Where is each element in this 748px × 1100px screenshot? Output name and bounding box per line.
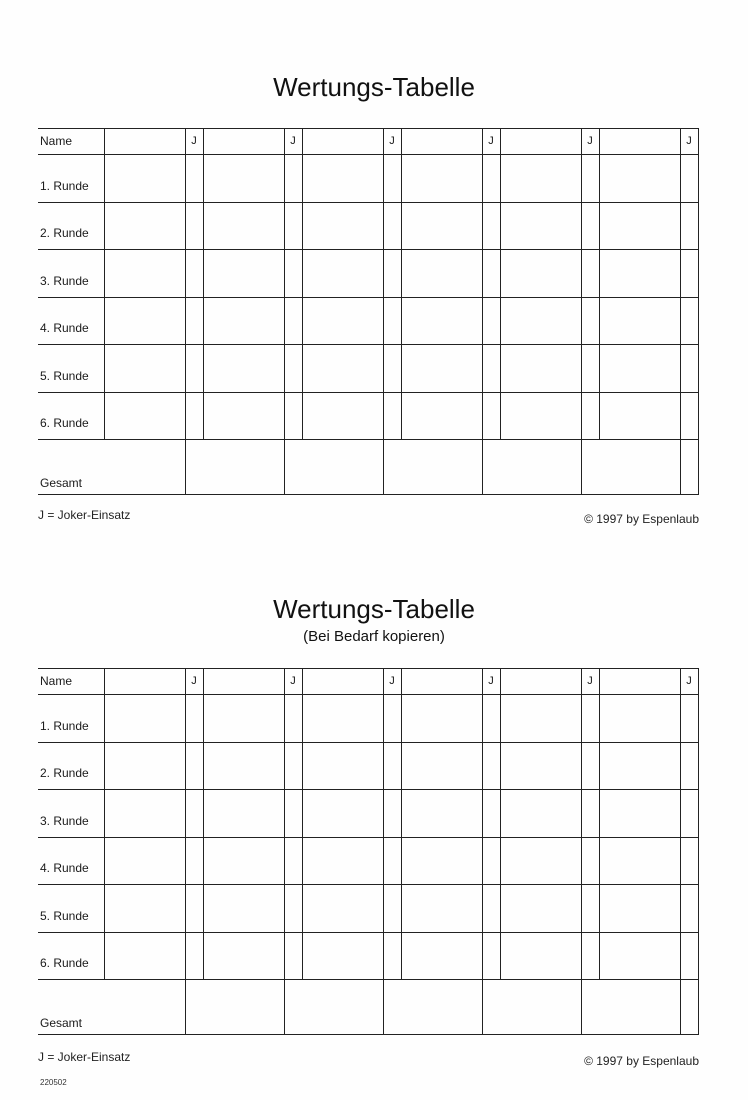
joker-cell[interactable]	[383, 885, 401, 933]
score-cell[interactable]	[203, 155, 284, 203]
joker-header: J	[680, 129, 698, 155]
joker-cell[interactable]	[482, 742, 500, 790]
score-cell[interactable]	[401, 345, 482, 393]
round-row	[38, 250, 698, 298]
joker-header: J	[482, 669, 500, 695]
score-cell[interactable]	[599, 202, 680, 250]
player-name-cell[interactable]	[500, 669, 581, 695]
total-row	[38, 440, 698, 495]
joker-cell[interactable]	[185, 932, 203, 980]
sheet2-joker-legend: J = Joker-Einsatz	[38, 1050, 131, 1064]
round-label: 2. Runde	[38, 202, 104, 250]
joker-cell[interactable]	[482, 345, 500, 393]
joker-cell[interactable]	[284, 250, 302, 298]
joker-cell[interactable]	[383, 392, 401, 440]
joker-cell[interactable]	[581, 392, 599, 440]
joker-cell[interactable]	[383, 790, 401, 838]
player-name-cell[interactable]	[104, 129, 185, 155]
score-cell[interactable]	[302, 202, 383, 250]
joker-cell[interactable]	[284, 885, 302, 933]
round-row	[38, 392, 698, 440]
total-cell[interactable]	[581, 440, 680, 495]
round-label: 4. Runde	[38, 297, 104, 345]
score-cell[interactable]	[500, 790, 581, 838]
joker-cell[interactable]	[482, 155, 500, 203]
score-cell[interactable]	[302, 837, 383, 885]
joker-cell[interactable]	[680, 885, 698, 933]
score-cell[interactable]	[500, 837, 581, 885]
score-cell[interactable]	[599, 837, 680, 885]
joker-cell[interactable]	[185, 695, 203, 743]
joker-cell[interactable]	[680, 742, 698, 790]
score-cell[interactable]	[599, 345, 680, 393]
score-cell[interactable]	[302, 790, 383, 838]
score-cell[interactable]	[104, 742, 185, 790]
sheet2-copyright: © 1997 by Espenlaub	[584, 1054, 699, 1068]
joker-cell[interactable]	[680, 155, 698, 203]
score-cell[interactable]	[203, 695, 284, 743]
joker-cell[interactable]	[383, 155, 401, 203]
joker-cell[interactable]	[482, 932, 500, 980]
joker-header: J	[185, 129, 203, 155]
score-cell[interactable]	[104, 392, 185, 440]
joker-cell[interactable]	[680, 837, 698, 885]
score-cell[interactable]	[500, 345, 581, 393]
joker-header: J	[383, 129, 401, 155]
joker-cell[interactable]	[383, 345, 401, 393]
round-row	[38, 345, 698, 393]
name-label: Name	[38, 129, 104, 155]
sheet1-copyright: © 1997 by Espenlaub	[584, 512, 699, 526]
joker-header: J	[581, 669, 599, 695]
score-cell[interactable]	[401, 885, 482, 933]
joker-cell[interactable]	[185, 392, 203, 440]
joker-cell[interactable]	[284, 695, 302, 743]
total-row	[38, 980, 698, 1035]
joker-cell[interactable]	[680, 932, 698, 980]
player-name-cell[interactable]	[401, 669, 482, 695]
header-row	[38, 669, 698, 695]
score-cell[interactable]	[203, 250, 284, 298]
joker-cell[interactable]	[383, 202, 401, 250]
total-cell[interactable]	[581, 980, 680, 1035]
player-name-cell[interactable]	[401, 129, 482, 155]
joker-cell[interactable]	[581, 742, 599, 790]
joker-cell[interactable]	[383, 932, 401, 980]
joker-cell[interactable]	[581, 297, 599, 345]
score-cell[interactable]	[599, 695, 680, 743]
score-cell[interactable]	[203, 345, 284, 393]
score-cell[interactable]	[104, 202, 185, 250]
joker-cell[interactable]	[185, 345, 203, 393]
joker-cell[interactable]	[581, 695, 599, 743]
sheet1-joker-legend: J = Joker-Einsatz	[38, 508, 131, 522]
joker-cell[interactable]	[482, 695, 500, 743]
round-label: 6. Runde	[38, 392, 104, 440]
score-cell[interactable]	[104, 250, 185, 298]
joker-cell[interactable]	[284, 392, 302, 440]
joker-cell[interactable]	[482, 392, 500, 440]
joker-cell[interactable]	[185, 885, 203, 933]
joker-header: J	[680, 669, 698, 695]
round-row	[38, 790, 698, 838]
score-cell[interactable]	[500, 742, 581, 790]
round-row	[38, 297, 698, 345]
score-cell[interactable]	[302, 392, 383, 440]
round-row	[38, 695, 698, 743]
score-cell[interactable]	[203, 297, 284, 345]
round-label: 6. Runde	[38, 932, 104, 980]
player-name-cell[interactable]	[104, 669, 185, 695]
score-cell[interactable]	[401, 392, 482, 440]
footer-code: 220502	[40, 1078, 67, 1087]
score-cell[interactable]	[104, 345, 185, 393]
sheet2-subtitle: (Bei Bedarf kopieren)	[303, 628, 445, 645]
score-cell[interactable]	[401, 695, 482, 743]
sheet1-table-body	[38, 129, 698, 495]
total-label: Gesamt	[38, 440, 185, 495]
score-cell[interactable]	[302, 297, 383, 345]
score-cell[interactable]	[302, 742, 383, 790]
joker-cell[interactable]	[581, 345, 599, 393]
joker-cell[interactable]	[185, 155, 203, 203]
score-cell[interactable]	[500, 250, 581, 298]
score-cell[interactable]	[203, 392, 284, 440]
score-cell[interactable]	[401, 297, 482, 345]
joker-cell[interactable]	[680, 695, 698, 743]
total-cell[interactable]	[284, 440, 383, 495]
score-cell[interactable]	[401, 202, 482, 250]
score-cell[interactable]	[599, 297, 680, 345]
joker-cell[interactable]	[680, 202, 698, 250]
player-name-cell[interactable]	[203, 129, 284, 155]
joker-header: J	[383, 669, 401, 695]
round-row	[38, 202, 698, 250]
joker-header: J	[581, 129, 599, 155]
score-cell[interactable]	[599, 155, 680, 203]
total-cell[interactable]	[482, 980, 581, 1035]
score-cell[interactable]	[500, 392, 581, 440]
joker-cell[interactable]	[383, 250, 401, 298]
score-cell[interactable]	[104, 695, 185, 743]
score-cell[interactable]	[500, 297, 581, 345]
score-cell[interactable]	[302, 885, 383, 933]
sheet1-score-table	[38, 128, 699, 495]
joker-cell[interactable]	[284, 202, 302, 250]
joker-cell[interactable]	[383, 297, 401, 345]
total-cell[interactable]	[383, 980, 482, 1035]
total-cell[interactable]	[482, 440, 581, 495]
player-name-cell[interactable]	[302, 129, 383, 155]
player-name-cell[interactable]	[302, 669, 383, 695]
joker-cell[interactable]	[680, 297, 698, 345]
round-row	[38, 885, 698, 933]
total-cell[interactable]	[284, 980, 383, 1035]
joker-cell[interactable]	[680, 250, 698, 298]
joker-cell[interactable]	[581, 885, 599, 933]
joker-header: J	[284, 669, 302, 695]
joker-cell[interactable]	[680, 345, 698, 393]
joker-cell[interactable]	[185, 837, 203, 885]
joker-cell[interactable]	[581, 202, 599, 250]
total-cell[interactable]	[680, 440, 698, 495]
name-label: Name	[38, 669, 104, 695]
round-label: 2. Runde	[38, 742, 104, 790]
round-label: 1. Runde	[38, 155, 104, 203]
joker-header: J	[482, 129, 500, 155]
joker-cell[interactable]	[185, 790, 203, 838]
score-cell[interactable]	[203, 742, 284, 790]
score-cell[interactable]	[599, 742, 680, 790]
joker-cell[interactable]	[383, 837, 401, 885]
joker-cell[interactable]	[581, 790, 599, 838]
score-cell[interactable]	[203, 932, 284, 980]
round-row	[38, 837, 698, 885]
joker-cell[interactable]	[581, 932, 599, 980]
sheet1-title: Wertungs-Tabelle	[273, 72, 475, 102]
player-name-cell[interactable]	[599, 129, 680, 155]
score-cell[interactable]	[599, 790, 680, 838]
score-cell[interactable]	[302, 250, 383, 298]
score-cell[interactable]	[203, 885, 284, 933]
joker-cell[interactable]	[680, 392, 698, 440]
score-cell[interactable]	[203, 202, 284, 250]
score-cell[interactable]	[599, 250, 680, 298]
score-cell[interactable]	[401, 155, 482, 203]
joker-cell[interactable]	[284, 932, 302, 980]
player-name-cell[interactable]	[203, 669, 284, 695]
joker-cell[interactable]	[383, 742, 401, 790]
score-cell[interactable]	[401, 790, 482, 838]
joker-header: J	[284, 129, 302, 155]
score-cell[interactable]	[401, 742, 482, 790]
score-cell[interactable]	[104, 885, 185, 933]
joker-cell[interactable]	[185, 742, 203, 790]
sheet2-score-table	[38, 668, 699, 1035]
score-cell[interactable]	[599, 932, 680, 980]
score-cell[interactable]	[203, 790, 284, 838]
joker-cell[interactable]	[284, 297, 302, 345]
round-row	[38, 932, 698, 980]
round-row	[38, 155, 698, 203]
player-name-cell[interactable]	[500, 129, 581, 155]
score-cell[interactable]	[500, 885, 581, 933]
player-name-cell[interactable]	[599, 669, 680, 695]
sheet2-table-body	[38, 669, 698, 1035]
total-cell[interactable]	[185, 440, 284, 495]
joker-cell[interactable]	[581, 155, 599, 203]
joker-cell[interactable]	[284, 155, 302, 203]
score-cell[interactable]	[401, 932, 482, 980]
joker-cell[interactable]	[482, 250, 500, 298]
score-cell[interactable]	[599, 885, 680, 933]
joker-cell[interactable]	[482, 297, 500, 345]
sheet2-title: Wertungs-Tabelle	[273, 594, 475, 624]
joker-cell[interactable]	[185, 202, 203, 250]
joker-cell[interactable]	[581, 837, 599, 885]
total-cell[interactable]	[680, 980, 698, 1035]
score-cell[interactable]	[401, 250, 482, 298]
score-cell[interactable]	[500, 202, 581, 250]
header-row	[38, 129, 698, 155]
score-cell[interactable]	[500, 932, 581, 980]
joker-cell[interactable]	[284, 790, 302, 838]
round-row	[38, 742, 698, 790]
round-label: 3. Runde	[38, 790, 104, 838]
joker-header: J	[185, 669, 203, 695]
joker-cell[interactable]	[482, 790, 500, 838]
score-cell[interactable]	[500, 155, 581, 203]
score-cell[interactable]	[302, 345, 383, 393]
joker-cell[interactable]	[482, 837, 500, 885]
joker-cell[interactable]	[383, 695, 401, 743]
joker-cell[interactable]	[185, 250, 203, 298]
total-label: Gesamt	[38, 980, 185, 1035]
score-cell[interactable]	[302, 155, 383, 203]
total-cell[interactable]	[185, 980, 284, 1035]
score-cell[interactable]	[104, 155, 185, 203]
joker-cell[interactable]	[284, 345, 302, 393]
joker-cell[interactable]	[284, 742, 302, 790]
joker-cell[interactable]	[482, 202, 500, 250]
round-label: 3. Runde	[38, 250, 104, 298]
round-label: 5. Runde	[38, 885, 104, 933]
score-cell[interactable]	[104, 297, 185, 345]
score-cell[interactable]	[203, 837, 284, 885]
score-cell[interactable]	[500, 695, 581, 743]
score-cell[interactable]	[302, 695, 383, 743]
score-cell[interactable]	[104, 837, 185, 885]
score-cell[interactable]	[599, 392, 680, 440]
score-cell[interactable]	[104, 790, 185, 838]
round-label: 1. Runde	[38, 695, 104, 743]
joker-cell[interactable]	[482, 885, 500, 933]
total-cell[interactable]	[383, 440, 482, 495]
joker-cell[interactable]	[185, 297, 203, 345]
round-label: 4. Runde	[38, 837, 104, 885]
joker-cell[interactable]	[284, 837, 302, 885]
score-cell[interactable]	[401, 837, 482, 885]
score-cell[interactable]	[302, 932, 383, 980]
joker-cell[interactable]	[680, 790, 698, 838]
score-cell[interactable]	[104, 932, 185, 980]
round-label: 5. Runde	[38, 345, 104, 393]
joker-cell[interactable]	[581, 250, 599, 298]
